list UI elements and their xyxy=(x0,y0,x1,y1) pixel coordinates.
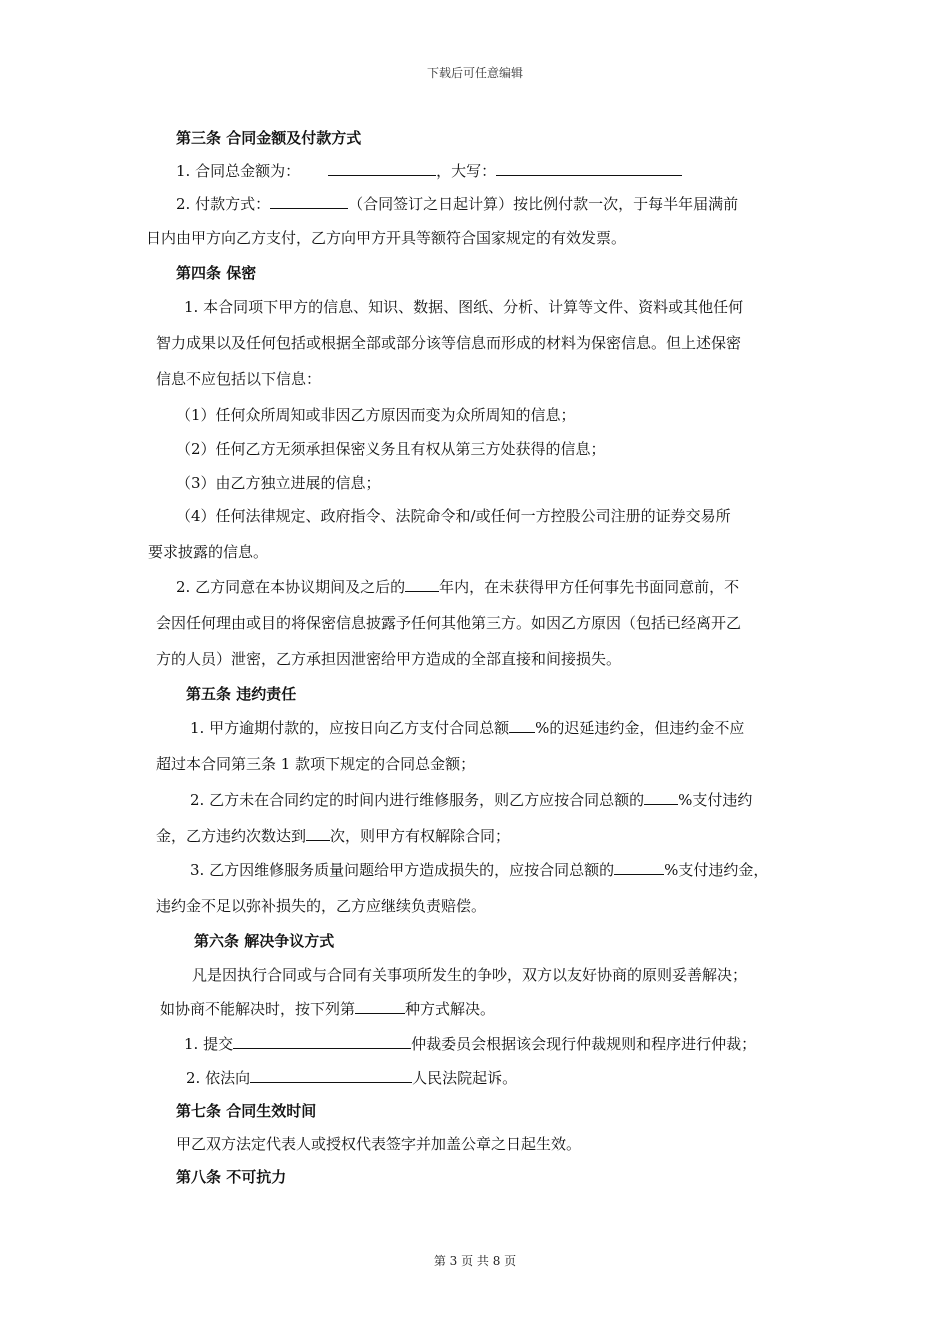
section-8-title: 第八条 不可抗力 xyxy=(176,1168,287,1186)
breach-p1-line1 xyxy=(190,718,744,738)
confidential-item-4-line2: 要求披露的信息。 xyxy=(148,543,269,561)
option-1-label: 1. 提交 xyxy=(184,1035,234,1053)
amount-words-blank[interactable] xyxy=(496,161,682,176)
confidential-p1-line2: 智力成果以及任何包括或根据全部或部分该等信息而形成的材料为保密信息。但上述保密 xyxy=(156,334,742,352)
confidential-item-4-line1: （4）任何法律规定、政府指令、法院命令和/或任何一方控股公司注册的证券交易所 xyxy=(176,507,731,525)
breach-p1-text-a: 1. 甲方逾期付款的，应按日向乙方支付合同总额 xyxy=(190,719,510,737)
dispute-text-b: 种方式解决。 xyxy=(405,1000,496,1018)
dispute-p1-line2 xyxy=(160,999,495,1019)
amount-words-label: ，大写： xyxy=(436,162,497,180)
late-rate-blank[interactable] xyxy=(509,718,535,733)
dispute-option-1 xyxy=(184,1034,756,1054)
years-blank[interactable] xyxy=(405,577,439,592)
payment-method-blank[interactable] xyxy=(270,194,348,209)
confidential-p1-line1: 1. 本合同项下甲方的信息、知识、数据、图纸、分析、计算等文件、资料或其他任何 xyxy=(184,298,744,316)
breach-p3-line1 xyxy=(190,860,768,880)
confidential-p2-text-b: 年内，在未获得甲方任何事先书面同意前，不 xyxy=(439,578,740,596)
confidential-p1-line3: 信息不应包括以下信息： xyxy=(156,370,322,388)
payment-method-line xyxy=(176,194,738,214)
dispute-method-blank[interactable] xyxy=(355,999,405,1014)
page-header: 下载后可任意编辑 xyxy=(426,66,523,80)
dispute-text-a: 如协商不能解决时，按下列第 xyxy=(160,1000,356,1018)
confidential-item-2: （2）任何乙方无须承担保密义务且有权从第三方处获得的信息； xyxy=(176,440,606,458)
contract-amount-line xyxy=(176,161,682,181)
section-6-title: 第六条 解决争议方式 xyxy=(194,932,335,950)
confidential-p2-line3: 方的人员）泄密，乙方承担因泄密给甲方造成的全部直接和间接损失。 xyxy=(156,650,622,668)
confidential-p2-line2: 会因任何理由或目的将保密信息披露予任何其他第三方。如因乙方原因（包括已经离开乙 xyxy=(156,614,742,632)
section-3-title: 第三条 合同金额及付款方式 xyxy=(176,129,362,147)
confidential-p2-text-a: 2. 乙方同意在本协议期间及之后的 xyxy=(176,578,406,596)
section-4-title: 第四条 保密 xyxy=(176,264,257,282)
quality-rate-blank[interactable] xyxy=(614,860,664,875)
breach-p2-text-d: 次，则甲方有权解除合同； xyxy=(330,827,511,845)
contract-amount-label: 1. 合同总金额为： xyxy=(176,162,301,180)
service-rate-blank[interactable] xyxy=(644,790,678,805)
breach-p3-text-b: %支付违约金， xyxy=(664,861,769,879)
breach-p3-text-a: 3. 乙方因维修服务质量问题给甲方造成损失的，应按合同总额的 xyxy=(190,861,615,879)
option-1-text: 仲裁委员会根据该会现行仲裁规则和程序进行仲裁； xyxy=(411,1035,757,1053)
payment-method-text: （合同签订之日起计算）按比例付款一次，于每半年届满前 xyxy=(348,195,739,213)
dispute-p1-line1: 凡是因执行合同或与合同有关事项所发生的争吵，双方以友好协商的原则妥善解决； xyxy=(192,966,748,984)
confidential-item-3: （3）由乙方独立进展的信息； xyxy=(176,474,381,492)
confidential-p2-line1 xyxy=(176,577,739,597)
confidential-item-1: （1）任何众所周知或非因乙方原因而变为众所周知的信息； xyxy=(176,406,576,424)
page-footer: 第 3 页 共 8 页 xyxy=(433,1254,517,1268)
payment-method-cont: 日内由甲方向乙方支付，乙方向甲方开具等额符合国家规定的有效发票。 xyxy=(146,229,627,247)
section-7-title: 第七条 合同生效时间 xyxy=(176,1102,317,1120)
option-2-label: 2. 依法向 xyxy=(186,1069,251,1087)
breach-p2-text-b: %支付违约 xyxy=(678,791,753,809)
arbitration-blank[interactable] xyxy=(233,1034,411,1049)
breach-p2-text-c: 金，乙方违约次数达到 xyxy=(156,827,307,845)
breach-p2-line1 xyxy=(190,790,752,810)
breach-p1-line2: 超过本合同第三条 1 款项下规定的合同总金额； xyxy=(156,755,476,773)
court-blank[interactable] xyxy=(250,1068,412,1083)
section-5-title: 第五条 违约责任 xyxy=(186,685,297,703)
breach-p1-text-b: %的迟延违约金，但违约金不应 xyxy=(535,719,745,737)
option-2-text: 人民法院起诉。 xyxy=(412,1069,518,1087)
effective-text: 甲乙双方法定代表人或授权代表签字并加盖公章之日起生效。 xyxy=(176,1135,582,1153)
breach-p2-line2 xyxy=(156,826,510,846)
payment-method-label: 2. 付款方式： xyxy=(176,195,271,213)
amount-blank[interactable] xyxy=(328,161,436,176)
breach-p2-text-a: 2. 乙方未在合同约定的时间内进行维修服务，则乙方应按合同总额的 xyxy=(190,791,645,809)
breach-p3-line2: 违约金不足以弥补损失的，乙方应继续负责赔偿。 xyxy=(156,897,487,915)
dispute-option-2 xyxy=(186,1068,517,1088)
breach-count-blank[interactable] xyxy=(306,826,330,841)
